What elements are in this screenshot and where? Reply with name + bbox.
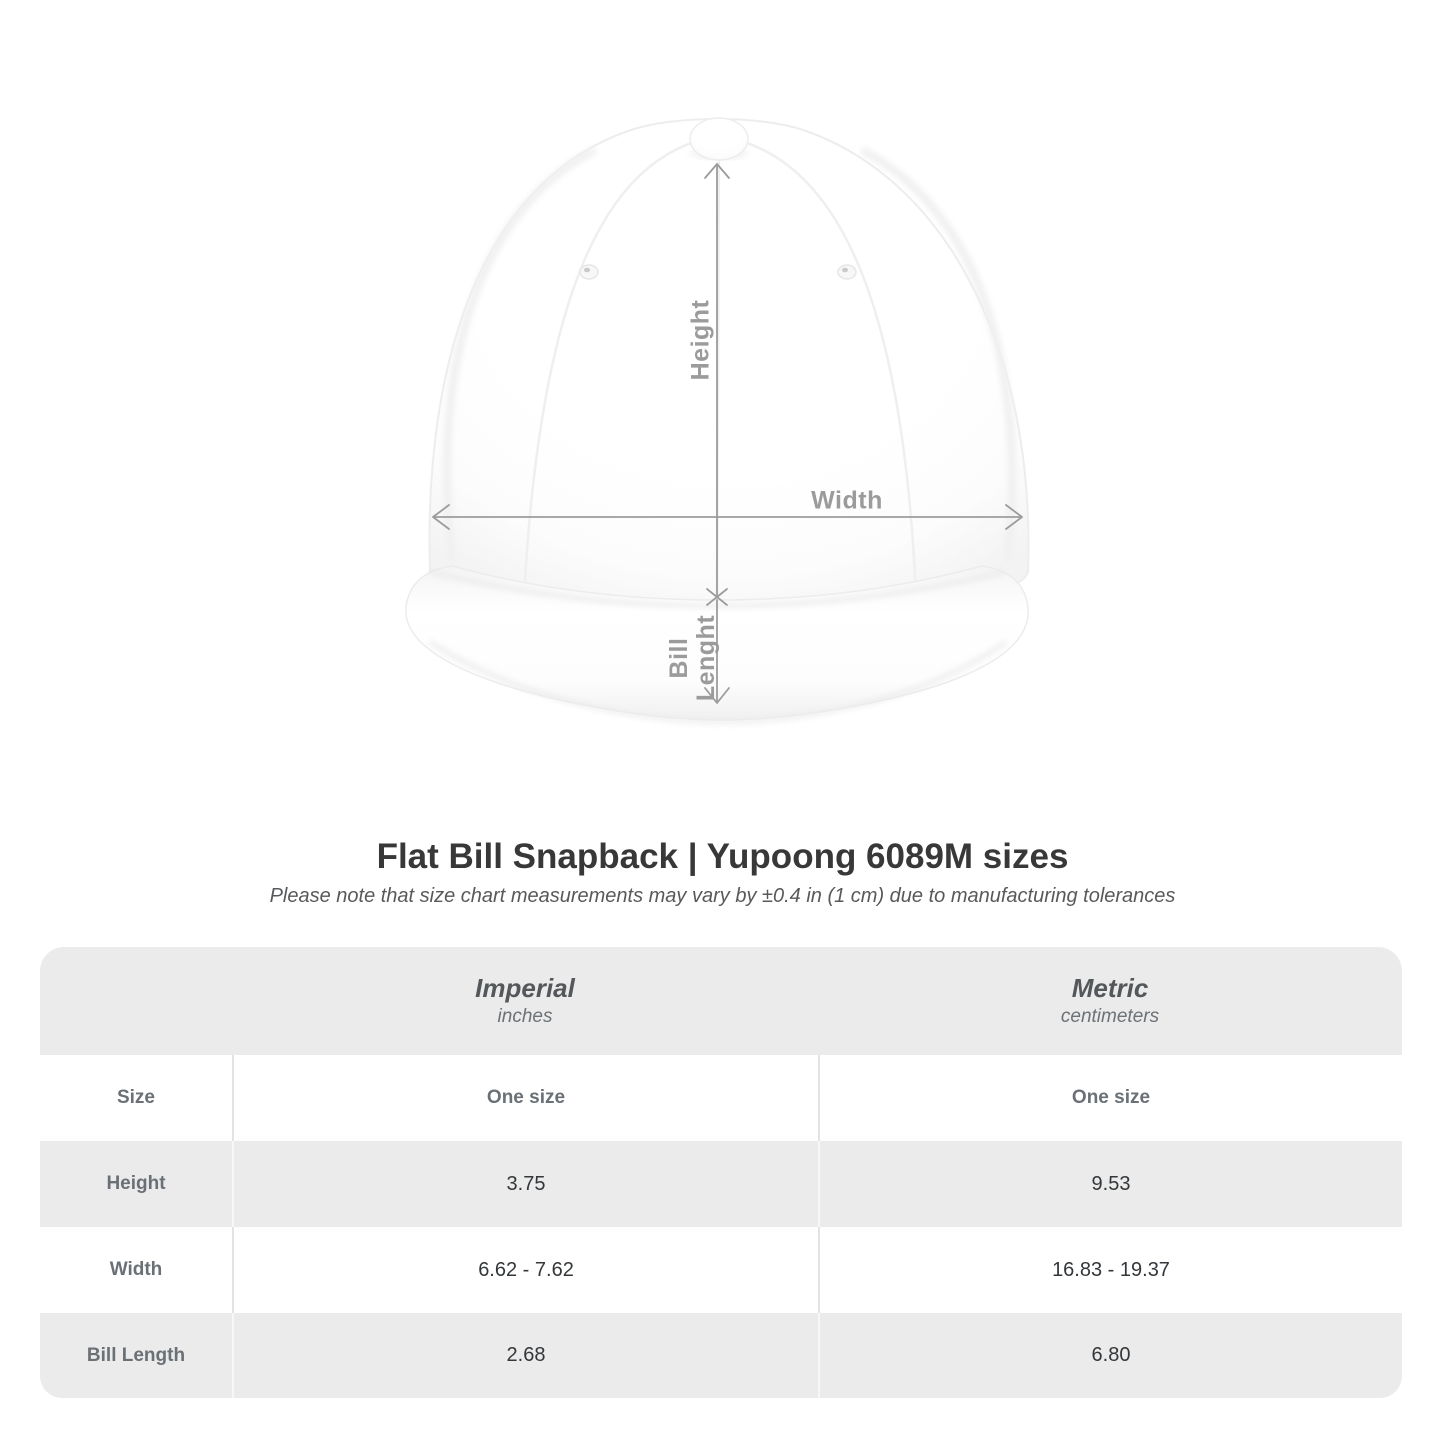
row-label: Bill Length [86,1344,186,1366]
size-chart-table [40,947,1402,1398]
hat-top-button [690,118,748,160]
table-row-width [40,1227,1402,1313]
header-cell-imperial [232,947,818,1055]
row-label: Height [106,1173,166,1194]
table-row-bill-length [40,1313,1402,1398]
width-measure-label: Width [811,486,883,515]
bill-length-metric-value: 6.80 [818,1313,1402,1398]
table-row-height [40,1141,1402,1227]
row-label: Size [116,1087,156,1108]
bill-length-measure-label [666,615,720,701]
imperial-unit: inches [497,1006,553,1028]
bill-label-line1: Bill [665,637,693,679]
tolerance-note: Please note that size chart measurements may vary by ±0.4 in (1 cm) due to manufacturing tolerances [269,884,1176,907]
height-metric-value: 9.53 [818,1141,1402,1227]
heading-block [0,838,1445,908]
height-measure-label: Height [686,299,715,381]
bill-length-imperial-value: 2.68 [232,1313,818,1398]
bill-label-line2: Lenght [692,614,720,702]
header-cell-metric [818,947,1402,1055]
table-header-row [40,947,1402,1055]
width-metric-value: 16.83 - 19.37 [818,1227,1402,1313]
metric-title: Metric [1071,972,1149,1003]
size-imperial-value: One size [232,1055,818,1141]
imperial-title: Imperial [475,972,575,1003]
hat-crown [429,119,1028,606]
metric-unit: centimeters [1060,1006,1160,1028]
width-imperial-value: 6.62 - 7.62 [232,1227,818,1313]
row-label: Width [109,1259,163,1280]
table-row-size [40,1055,1402,1141]
height-imperial-value: 3.75 [232,1141,818,1227]
page-title: Flat Bill Snapback | Yupoong 6089M sizes [376,837,1069,876]
size-metric-value: One size [818,1055,1402,1141]
header-cell-empty [40,947,232,1055]
